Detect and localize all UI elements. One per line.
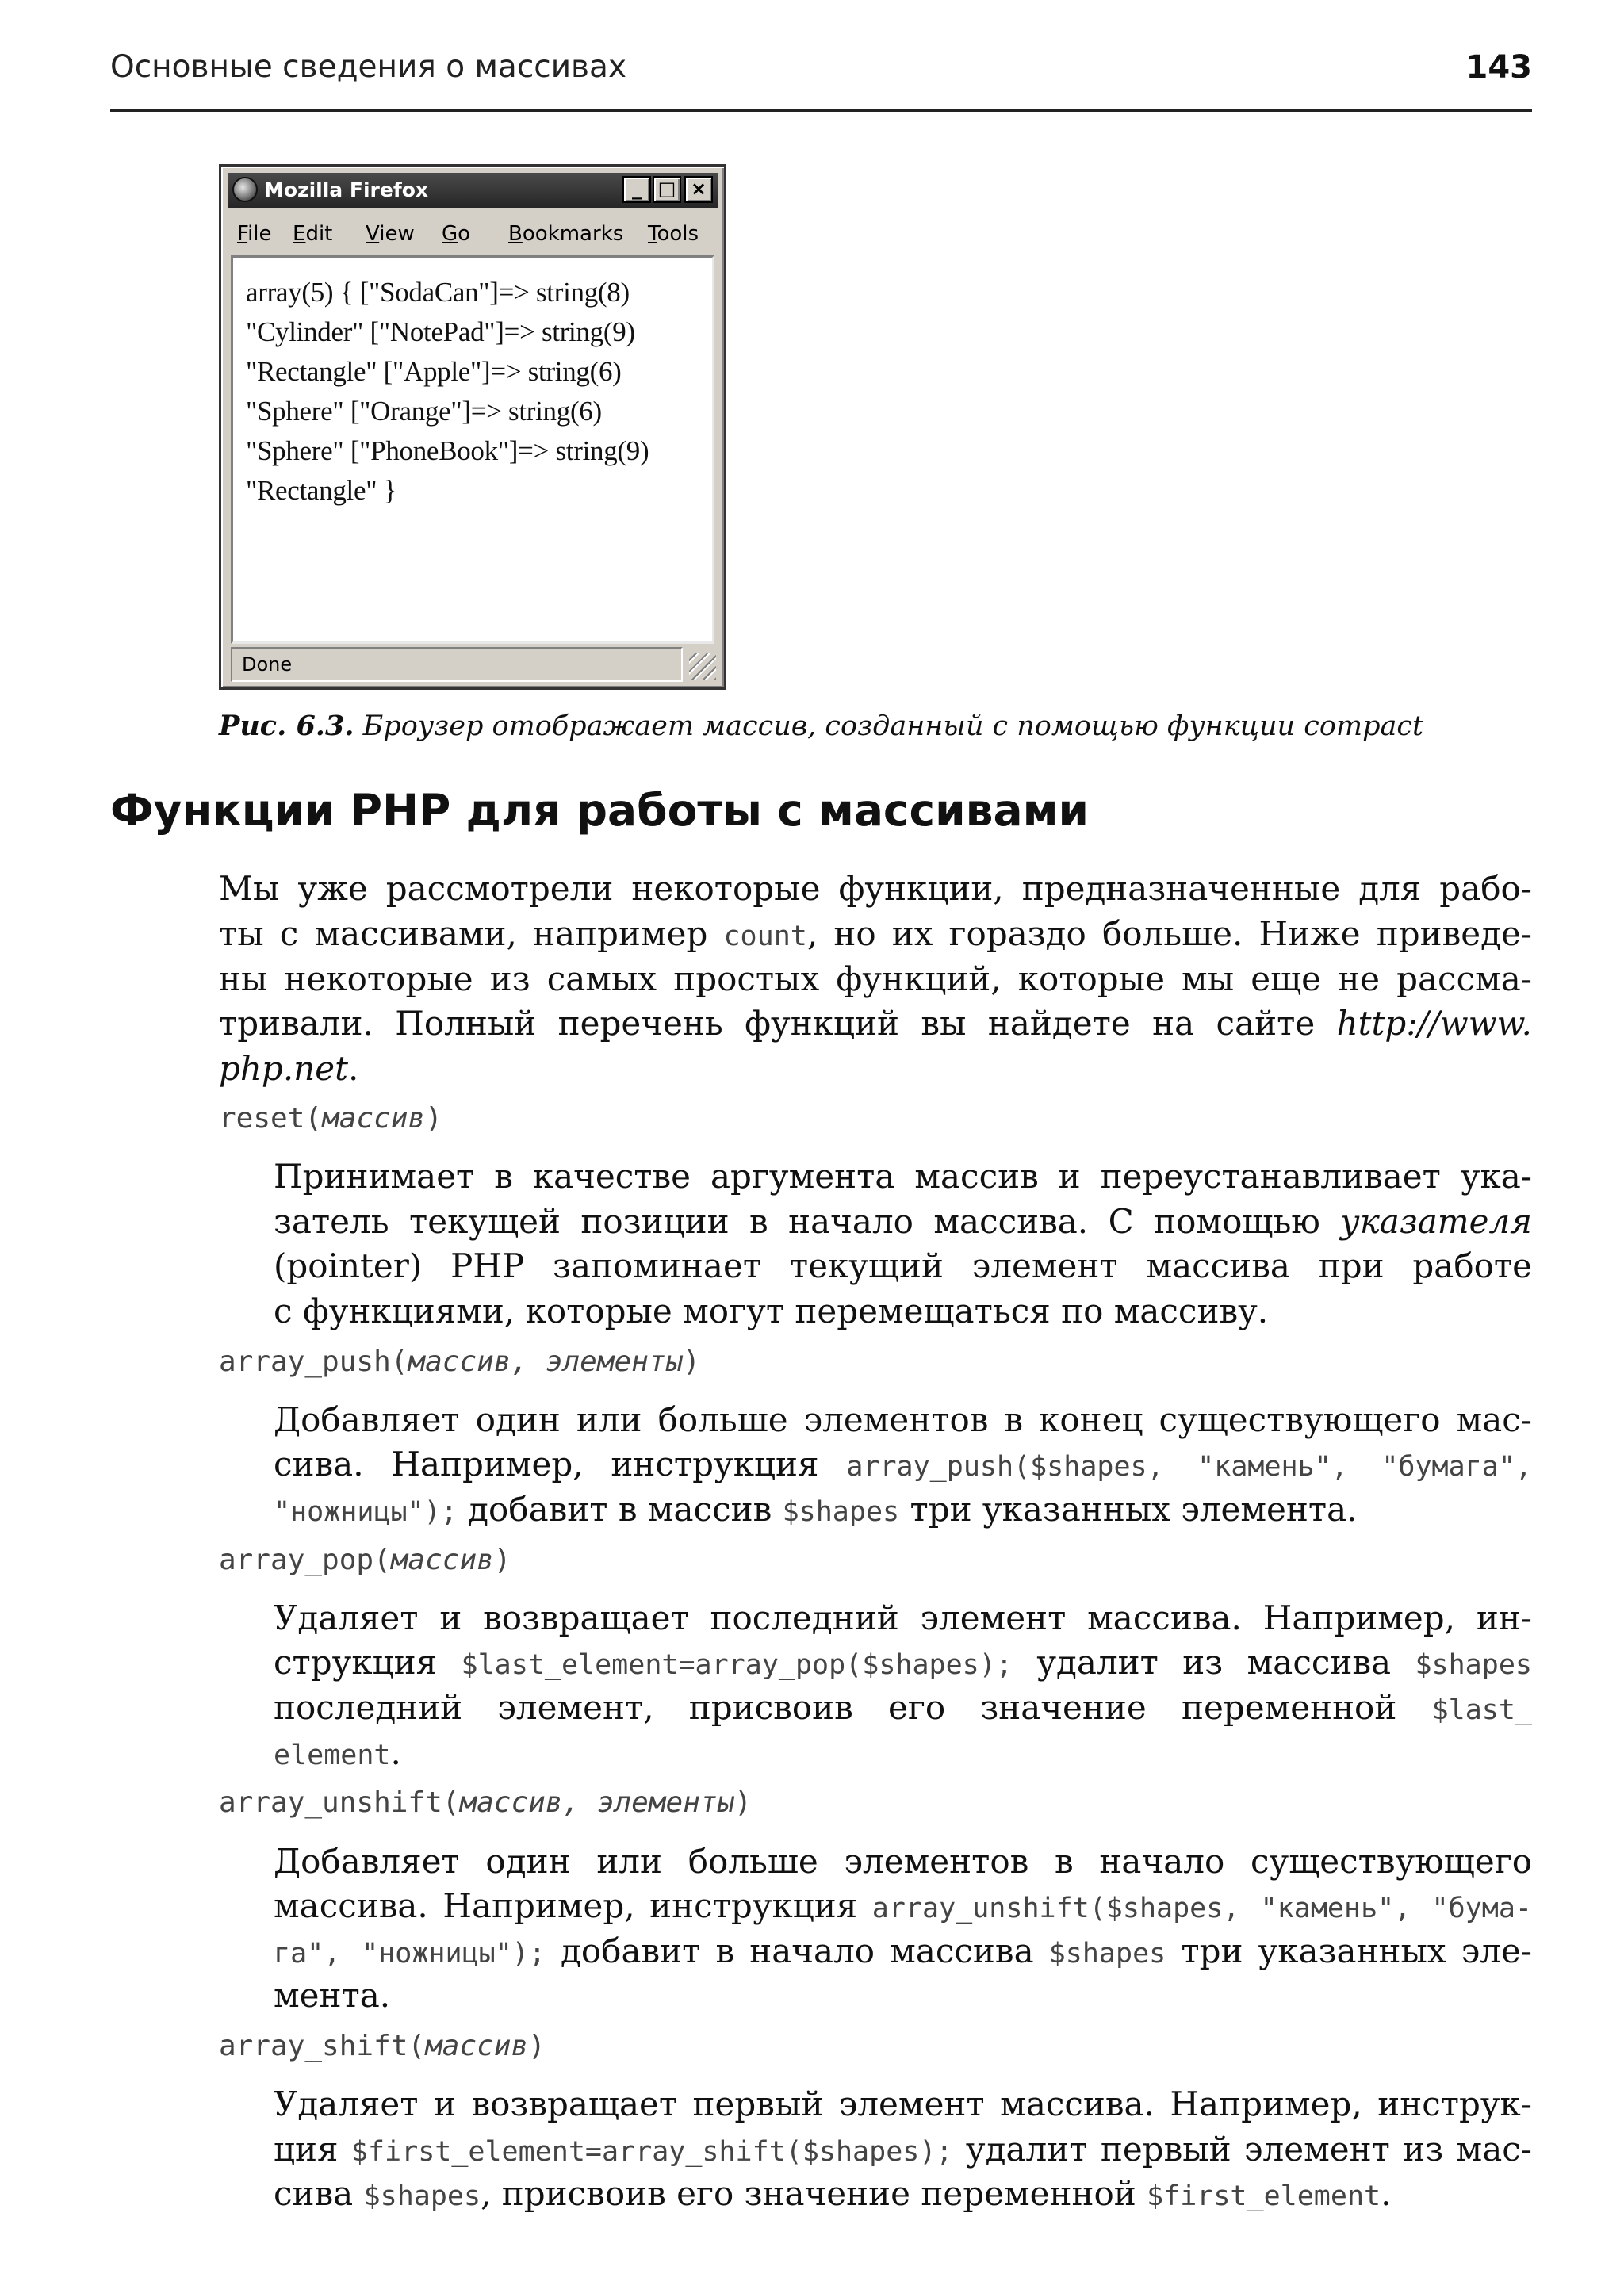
section-title: Основные сведения о массивах xyxy=(110,49,627,85)
text-line: струкция $last_element=array_pop($shapes); удалит из массива $shapes xyxy=(274,1643,1532,1682)
inline-code: "ножницы"); xyxy=(274,1496,458,1528)
inline-code: $first_element=array_shift($shapes); xyxy=(350,2136,953,2168)
output-line: "Rectangle" } xyxy=(246,475,397,506)
text-line: element. xyxy=(274,1733,401,1772)
inline-code: $first_element xyxy=(1147,2180,1381,2212)
resize-grip-icon[interactable] xyxy=(689,653,716,680)
inline-code: $shapes xyxy=(1048,1938,1166,1970)
menu-bookmarks[interactable]: Bookmarks xyxy=(508,222,624,246)
text-line: (pointer) PHP запоминает текущий элемент массива при работе xyxy=(274,1246,1532,1285)
figure-caption xyxy=(219,710,1423,742)
inline-code: $shapes xyxy=(1415,1649,1532,1681)
text-line: сива. Например, инструкция array_push($shapes, "камень", "бумага", xyxy=(274,1445,1532,1483)
text-line: Удаляет и возвращает последний элемент массива. Например, ин- xyxy=(274,1598,1532,1637)
output-line: "Cylinder" ["NotePad"]=> string(9) xyxy=(246,316,635,347)
caption-label: Рис. 6.3. xyxy=(219,710,354,742)
output-line: array(5) { ["SodaCan"]=> string(8) xyxy=(246,277,630,308)
menu-go[interactable]: Go xyxy=(442,222,471,246)
text-line: Добавляет один или больше элементов в начало существующего xyxy=(274,1842,1532,1881)
text-line: последний элемент, присвоив его значение переменной $last_ xyxy=(274,1688,1532,1727)
text-line: php.net. xyxy=(219,1049,359,1088)
firefox-logo-icon xyxy=(232,177,258,202)
text-line: затель текущей позиции в начало массива. С помощью указателя xyxy=(274,1202,1532,1241)
text-line: тривали. Полный перечень функций вы найдете на сайте http://www. xyxy=(219,1004,1532,1043)
minimize-button[interactable]: _ xyxy=(622,176,651,203)
function-signature-array-shift: array_shift(массив) xyxy=(219,2030,546,2062)
output-line: "Sphere" ["PhoneBook"]=> string(9) xyxy=(246,435,649,466)
inline-code: count xyxy=(723,921,807,952)
url-link[interactable]: php.net xyxy=(219,1049,348,1088)
url-link[interactable]: http://www. xyxy=(1336,1004,1532,1043)
function-signature-array-unshift: array_unshift(массив, элементы) xyxy=(219,1786,752,1819)
running-header xyxy=(110,46,1532,112)
text-line: ты с массивами, например count, но их гораздо больше. Ниже приведе- xyxy=(219,914,1532,953)
function-signature-array-push: array_push(массив, элементы) xyxy=(219,1346,700,1378)
window-titlebar xyxy=(228,173,718,208)
inline-code: $last_ xyxy=(1431,1694,1532,1726)
menu-file[interactable]: File xyxy=(237,222,272,246)
inline-code: array_push($shapes, "камень", "бумага", xyxy=(846,1451,1532,1483)
text-line: сива $shapes, присвоив его значение переменной $first_element. xyxy=(274,2174,1392,2213)
section-heading: Функции PHP для работы с массивами xyxy=(110,785,1090,836)
text-line: Добавляет один или больше элементов в конец существующего мас- xyxy=(274,1400,1532,1439)
text-line: ция $first_element=array_shift($shapes); удалит первый элемент из мас- xyxy=(274,2130,1532,2169)
menu-view[interactable]: View xyxy=(366,222,415,246)
browser-content xyxy=(231,255,714,644)
firefox-window-figure xyxy=(219,164,726,690)
menu-bar xyxy=(228,214,718,251)
caption-text: Броузер отображает массив, созданный с помощью функции compact xyxy=(354,710,1424,742)
page-number: 143 xyxy=(1465,49,1532,86)
function-signature-array-pop: array_pop(массив) xyxy=(219,1544,511,1576)
text-line: ны некоторые из самых простых функций, которые мы еще не рассма- xyxy=(219,959,1532,998)
window-title: Mozilla Firefox xyxy=(264,178,428,201)
inline-code: array_unshift($shapes, "камень", "бума- xyxy=(871,1893,1532,1924)
text-line: га", "ножницы"); добавит в начало массива $shapes три указанных эле- xyxy=(274,1931,1532,1970)
output-line: "Sphere" ["Orange"]=> string(6) xyxy=(246,396,602,427)
inline-code: $shapes xyxy=(363,2180,481,2212)
text-line: Мы уже рассмотрели некоторые функции, предназначенные для рабо- xyxy=(219,869,1532,908)
text-line: мента. xyxy=(274,1976,391,2015)
inline-code: $last_element=array_pop($shapes); xyxy=(461,1649,1013,1681)
close-button[interactable]: × xyxy=(684,176,713,203)
status-bar: Done xyxy=(231,647,683,682)
menu-edit[interactable]: Edit xyxy=(293,222,333,246)
inline-code: га", "ножницы"); xyxy=(274,1938,546,1970)
function-signature-reset: reset(массив) xyxy=(219,1102,442,1135)
text-line: с функциями, которые могут перемещаться по массиву. xyxy=(274,1292,1269,1330)
text-line: "ножницы"); добавит в массив $shapes три указанных элемента. xyxy=(274,1490,1358,1529)
text-line: массива. Например, инструкция array_unshift($shapes, "камень", "бума- xyxy=(274,1886,1532,1925)
text-line: Принимает в качестве аргумента массив и переустанавливает ука- xyxy=(274,1157,1532,1196)
inline-code: element xyxy=(274,1740,391,1771)
text-line: Удаляет и возвращает первый элемент массива. Например, инструк- xyxy=(274,2084,1532,2123)
menu-tools[interactable]: Tools xyxy=(648,222,699,246)
maximize-button[interactable]: □ xyxy=(653,176,681,203)
output-line: "Rectangle" ["Apple"]=> string(6) xyxy=(246,356,622,387)
inline-code: $shapes xyxy=(782,1496,900,1528)
